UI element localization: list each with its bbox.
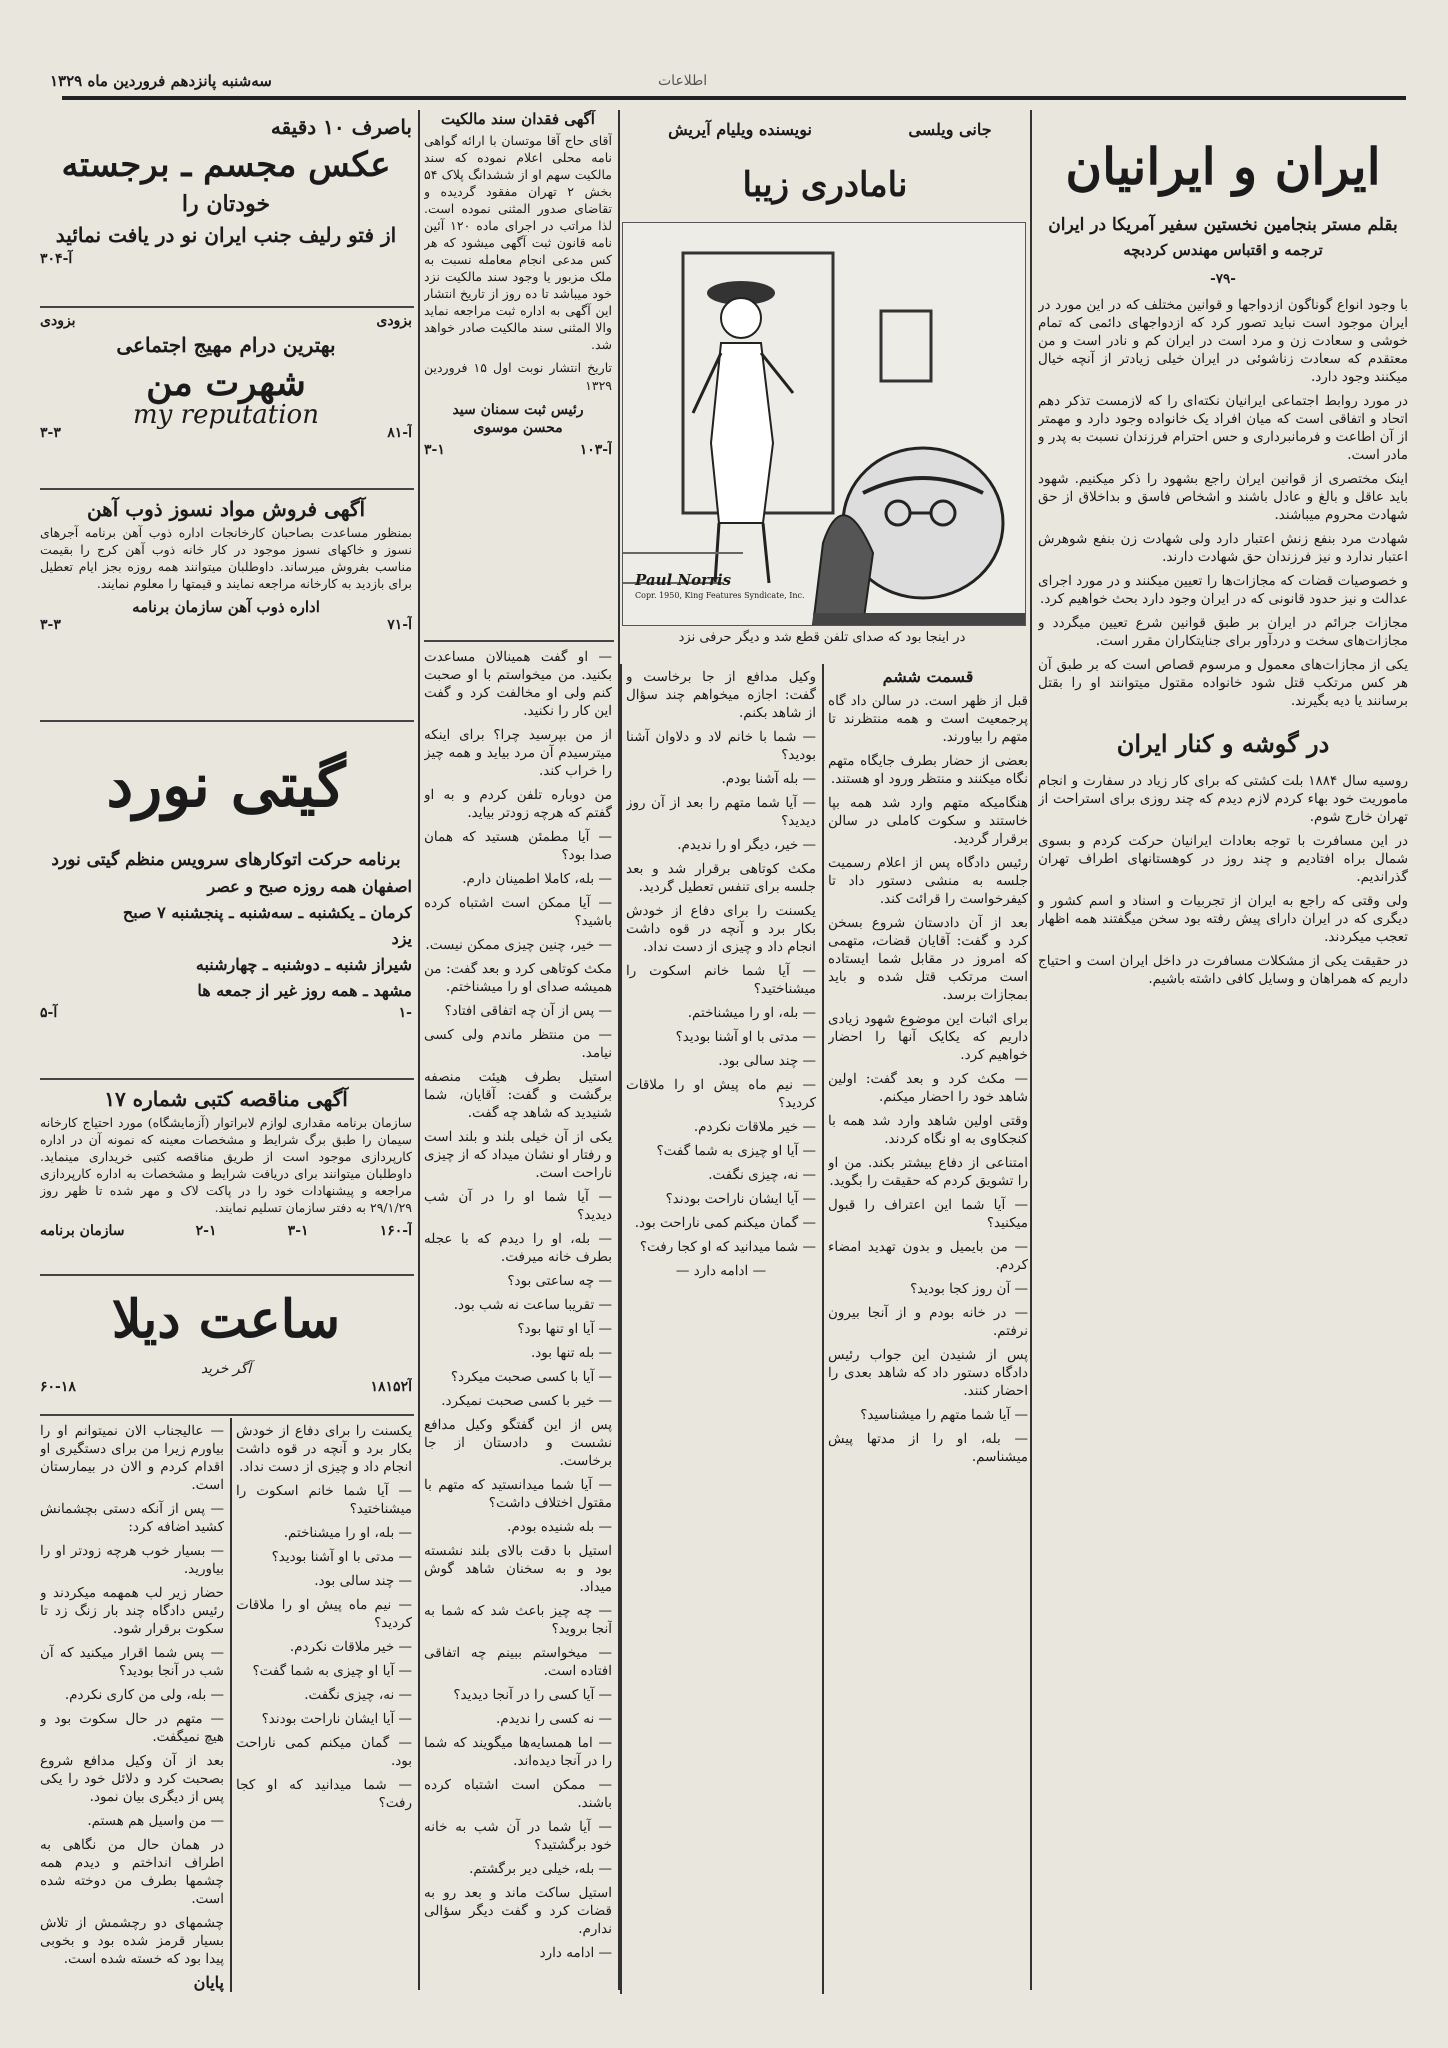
delila-ad-title: ساعت دیلا (111, 1289, 341, 1350)
story-paragraph: — آیا مطمئن هستید که همان صدا بود؟ (424, 829, 612, 863)
story-paragraph: چشمهای دو رچشمش از تلاش بسیار قرمز شده بود و بخوبی پیدا بود که خسته شده است. (40, 1915, 224, 1967)
story-paragraph: — بله، ولی من کاری نکردم. (64, 1687, 224, 1703)
page-header (38, 70, 1410, 92)
story-paragraph: — پس از آنکه دستی بچشمانش کشید اضافه کرد: (40, 1501, 224, 1535)
column-rule (418, 110, 420, 1990)
gity-ad-line: یزد (391, 929, 412, 948)
story-paragraph: — آن روز کجا بودید؟ (910, 1281, 1028, 1297)
story-continued: — ادامه دارد — (675, 1263, 767, 1279)
film-ad (40, 312, 412, 484)
story-paragraph: — مدتی با او آشنا بودید؟ (675, 1029, 816, 1045)
story-paragraph: — آیا شما در آن شب به خانه خود برگشتید؟ (424, 1819, 612, 1853)
story-paragraph: — آیا او تنها بود؟ (517, 1321, 612, 1337)
deed-ad-title: آگهی فقدان سند مالکیت (441, 110, 595, 128)
iron-ad-code: ۳-۳ (40, 617, 61, 633)
deed-ad-sign2: محسن موسوی (473, 420, 563, 436)
gity-ad-line: شیراز شنبه ـ دوشنبه ـ چهارشنبه (195, 955, 412, 974)
story-chapter: قسمت ششم (882, 668, 974, 686)
story-paragraph: یکی از آن خیلی بلند و بلند است و رفتار او نشان میداد که از چیزی ناراحت است. (424, 1129, 612, 1181)
story-column-bottom (40, 1422, 224, 1992)
story-paragraph: — چه ساعتی بود؟ (507, 1273, 612, 1289)
story-paragraph: — بله، کاملا اطمینان دارم. (462, 871, 612, 887)
deed-ad-code: ۳-۱ (424, 442, 445, 458)
story-paragraph: حضار زیر لب همهمه میکردند و رئیس دادگاه چند بار زنگ زد تا سکوت برقرار شود. (40, 1585, 224, 1637)
story-paragraph: — آیا شما میدانستید که متهم با مقتول اختلاف داشت؟ (424, 1477, 612, 1511)
iran-paragraph: در این مسافرت با توجه بعادات ایرانیان حرکت کردم و بسوی شمال براه افتادیم و چند روز در کوهستانهای اطراف تهران گذراندیم. (1038, 833, 1408, 885)
header-rule (62, 96, 1406, 100)
photo-ad-code: آ-۳۰۴ (40, 251, 73, 267)
story-paragraph: — بله تنها بود. (530, 1345, 612, 1361)
story-paragraph: — مدتی با او آشنا بودید؟ (271, 1549, 412, 1565)
story-paragraph: — بله، او را از مدتها پیش میشناسم. (828, 1431, 1028, 1465)
iran-translator: ترجمه و اقتباس مهندس کردبچه (1123, 241, 1323, 259)
story-paragraph: هنگامیکه متهم وارد شد همه بپا خاستند و سکوت کاملی در سالن برقرار گردید. (828, 795, 1028, 847)
story-paragraph: — نه، چیزی نگفت. (708, 1167, 816, 1183)
story-paragraph: از من بپرسید چرا؟ برای اینکه میترسیدم آن مرد بیاید و همه چیز را خراب کند. (424, 727, 612, 779)
story-paragraph: — پس شما اقرار میکنید که آن شب در آنجا بودید؟ (40, 1645, 224, 1679)
story-paragraph: — مکث کرد و بعد گفت: اولین شاهد خود را احضار میکنم. (828, 1071, 1028, 1105)
story-paragraph: — آیا او چیزی به شما گفت؟ (252, 1663, 412, 1679)
story-paragraph: برای اثبات این موضوع شهود زیادی داریم که یکایک آنها را احضار خواهیم کرد. (828, 1011, 1028, 1063)
section-rule (40, 1414, 414, 1416)
story-paragraph: — شما میدانید که او کجا رفت؟ (236, 1777, 412, 1811)
gity-ad-codes (40, 1004, 412, 1022)
iran-paragraph: در مورد روابط اجتماعی ایرانیان نکته‌ای را که لازمست تذکر دهم اتحاد و اتفاقی است که میان افراد یک خانواده وجود دارد و مهمتر از آن اطاعت و فرمانبرداری و حس احترام فرزندان نسبت به پدر و مادر است. (1038, 393, 1408, 463)
illustration-signature: Paul Norris (635, 571, 732, 589)
story-paragraph: بعد از آن وکیل مدافع شروع بصحبت کرد و دلائل خود را یکی پس از دیگری بیان نمود. (40, 1753, 224, 1805)
story-paragraph: قبل از ظهر است. در سالن داد گاه پرجمعیت است و همه منتظرند تا متهم را بیاورند. (828, 693, 1028, 745)
story-paragraph: بعضی از حضار بطرف جایگاه متهم نگاه میکنند و منتظر ورود او هستند. (828, 753, 1028, 787)
section-rule (40, 306, 414, 308)
story-paragraph: بعد از آن دادستان شروع بسخن کرد و گفت: آقایان قضات، متهمی که امروز در مقابل شما ایستاده است مرتکب قتل شده و باید بمجازات برسد. (828, 915, 1028, 1003)
story-paragraph: پس از این گفتگو وکیل مدافع نشست و دادستان از جا برخاست. (424, 1417, 612, 1469)
iron-ad-text: بمنظور مساعدت بصاحبان کارخانجات اداره ذوب آهن برنامه آجرهای نسوز و خاکهای نسوز موجود در کار خانه ذوب آهن کرج را بقیمت مناسب بفروش میرساند. داوطلبان میتوانند همه روزه بجز ایام تعطیل برای بازدید به کارخانه مراجعه نمایند و قیمتها را معلوم نمایند. (40, 525, 412, 591)
story-paragraph: — آیا شما خانم اسکوت را میشناختید؟ (236, 1483, 412, 1517)
iran-number: -۷۹- (1210, 271, 1236, 287)
column-rule (230, 1418, 232, 1992)
gity-ad-line: مشهد ـ همه روز غیر از جمعه ها (197, 981, 412, 1000)
tender-ad-text: سازمان برنامه مقداری لوازم لابراتوار (آزمایشگاه) مورد احتیاج کارخانه سیمان را طبق برگ شرایط و مشخصات معینه که نمونه آن در اداره کارپردازی موجود است از طریق مناقصه کتبی خریداری مینماید. داوطلبان میتوانند برای دریافت شرایط و مشخصات به اداره کارپردازی مراجعه و پیشنهادات خود را در پاکت لاک و مهر شده تا ظهر روز ۲۹/۱/۲۹ به دفتر سازمان تسلیم نمایند. (40, 1115, 412, 1215)
story-paragraph: — در خانه بودم و از آنجا بیرون نرفتم. (828, 1305, 1028, 1339)
story-paragraph: — خیر ملاقات نکردم. (693, 1119, 816, 1135)
story-paragraph: — من بایمیل و بدون تهدید امضاء کردم. (828, 1239, 1028, 1273)
story-paragraph: وقتی اولین شاهد وارد شد همه با کنجکاوی به او نگاه کردند. (828, 1113, 1028, 1147)
story-paragraph: — شما میدانید که او کجا رفت؟ (639, 1239, 816, 1255)
column-rule (620, 664, 622, 1994)
film-ad-coming-right: بزودی (376, 313, 412, 329)
iran-title: ایران و ایرانیان (1065, 137, 1381, 196)
story-paragraph: — آیا کسی را در آنجا دیدید؟ (453, 1687, 612, 1703)
story-paragraph: استیل ساکت ماند و بعد رو به قضات کرد و گفت دیگر سؤالی ندارم. (424, 1885, 612, 1937)
gity-ad-sub: برنامه حرکت اتوکارهای سرویس منظم گیتی نورد (51, 850, 401, 870)
delila-ad-code: ۱۸۱۵۲آ (370, 1379, 412, 1395)
story-column-left (626, 668, 816, 1988)
story-paragraph: — میخواستم ببینم چه اتفاقی افتاده است. (424, 1645, 612, 1679)
story-paragraph: یکسنت را برای دفاع از خودش بکار برد و آنچه در قوه داشت انجام داد و چیزی از دست نداد. (236, 1423, 412, 1475)
story-title: نامادری زیبا (742, 165, 908, 205)
header-center-mark: اطلاعات (658, 73, 708, 89)
story-paragraph: مکث کوتاهی برقرار شد و بعد جلسه برای تنفس تعطیل گردید. (626, 861, 816, 895)
story-author-label: جانی ویلسی (908, 120, 992, 139)
gity-ad-code: آ-۵ (40, 1005, 58, 1021)
tender-ad-codes (40, 1222, 412, 1240)
iron-ad-codes (40, 616, 412, 634)
story-column-bottom-2 (236, 1422, 412, 1992)
iran-article (1038, 112, 1408, 1992)
story-paragraph: — آیا ایشان ناراحت بودند؟ (261, 1711, 412, 1727)
story-paragraph: — ادامه دارد (539, 1945, 612, 1961)
story-paragraph: — آیا شما متهم را میشناسید؟ (860, 1407, 1028, 1423)
story-paragraph: — بسیار خوب هرچه زودتر او را بیاورید. (40, 1543, 224, 1577)
story-paragraph: — آیا با کسی صحبت میکرد؟ (450, 1369, 612, 1385)
iran-paragraph: در حقیقت یکی از مشکلات مسافرت در داخل ایران است و احتیاج داریم که همراهان و وسایل کافی داشته باشیم. (1038, 953, 1408, 987)
story-paragraph: — گمان میکنم کمی ناراحت بود. (236, 1735, 412, 1769)
iron-ad-sign: اداره ذوب آهن سازمان برنامه (132, 598, 320, 616)
tender-ad-code: آ-۱۶۰ (379, 1223, 412, 1239)
story-paragraph: — من واسیل هم هستم. (87, 1813, 224, 1829)
story-paragraph: — آیا شما متهم را بعد از آن روز دیدید؟ (626, 795, 816, 829)
section-rule (424, 640, 614, 642)
photo-ad-title: عکس مجسم ـ برجسته (61, 145, 391, 185)
iran-paragraph: و خصوصیات قضات که مجازات‌ها را تعیین میکنند و در مورد اجرای عدالت و نیز حدود قانونی که در ایران وجود دارد بحث خواهیم کرد. (1038, 573, 1408, 607)
story-paragraph: مکث کوتاهی کرد و بعد گفت: من همیشه صدای او را میشناختم. (424, 961, 612, 995)
deed-ad-code: آ-۱۰۳ (579, 442, 612, 458)
story-illustration (622, 222, 1026, 626)
tender-ad-code: ۲-۱ (195, 1223, 217, 1239)
story-paragraph: — نیم ماه پیش او را ملاقات کردید؟ (626, 1077, 816, 1111)
story-paragraph: — بله، او را میشناختم. (283, 1525, 412, 1541)
section-rule (40, 1078, 414, 1080)
photo-ad-top: باصرف ۱۰ دقیقه (270, 115, 412, 139)
story-paragraph: — متهم در حال سکوت بود و هیچ نمیگفت. (40, 1711, 224, 1745)
story-paragraph: — آیا شما این اعتراف را قبول میکنید؟ (828, 1197, 1028, 1231)
section-rule (40, 1274, 414, 1276)
story-paragraph: — بله آشنا بودم. (721, 771, 816, 787)
tender-ad-title: آگهی مناقصه کتبی شماره ۱۷ (104, 1087, 348, 1111)
story-paragraph: در همان حال من نگاهی به اطراف انداختم و دیدم همه چشمها بطرف من دوخته شده است. (40, 1837, 224, 1907)
story-paragraph: استیل با دقت بالای بلند نشسته بود و به سخنان شاهد گوش میداد. (424, 1543, 612, 1595)
iran-paragraph: ولی وقتی که راجع به ایران از تجربیات و اسناد و اسم کشور و دیگری که در ایران دارای پیش رفته بود سخن میگفتند همه اظهار تعجب میکردند. (1038, 893, 1408, 945)
illustration-credit: Copr. 1950, King Features Syndicate, Inc. (635, 591, 805, 600)
story-paragraph: — اما همسایه‌ها میگویند که شما را در آنجا دیده‌اند. (424, 1735, 612, 1769)
story-paragraph: — نه، چیزی نگفت. (304, 1687, 412, 1703)
section-rule (40, 720, 414, 722)
gity-ad-line: اصفهان همه روزه صبح و عصر (207, 877, 412, 896)
film-ad-code: آ-۸۱ (387, 425, 412, 441)
film-ad-code: ۳-۳ (40, 425, 61, 441)
story-paragraph: — نه کسی را ندیدم. (496, 1711, 612, 1727)
story-column-mid (424, 648, 612, 1988)
story-paragraph: — خیر با کسی صحبت نمیکرد. (441, 1393, 612, 1409)
story-column-right (828, 668, 1028, 1988)
story-paragraph: امتناعی از دفاع بیشتر بکند. من او را تشویق کردم که حقیقت را بگوید. (828, 1155, 1028, 1189)
photo-ad-address: از فتو رلیف جنب ایران نو در یافت نمائید (55, 223, 397, 247)
column-rule (1030, 110, 1032, 1990)
story-paragraph: — آیا شما او را در آن شب دیدید؟ (424, 1189, 612, 1223)
header-date: سه‌شنبه پانزدهم فروردین ماه ۱۳۲۹ (50, 72, 272, 90)
story-paragraph: — آیا ایشان ناراحت بودند؟ (665, 1191, 816, 1207)
story-paragraph: — گمان میکنم کمی ناراحت بود. (634, 1215, 816, 1231)
iran-paragraph: یکی از مجازات‌های معمول و مرسوم قصاص است که بر طبق آن هر کس مرتکب قتل شود خانواده مقتول میتوانند او را بقتل برسانند یا دیه بگیرند. (1038, 657, 1408, 709)
story-paragraph: — ممکن است اشتباه کرده باشند. (424, 1777, 612, 1811)
tender-ad-code: ۳-۱ (287, 1223, 309, 1239)
iran-paragraph: مجازات جرائم در ایران بر طبق قوانین شرع تعیین میگردد و مجازات‌های سخت و دردآور برای جنایتکاران مقرر است. (1038, 615, 1408, 649)
story-paragraph: — بله، او را دیدم که با عجله بطرف خانه میرفت. (424, 1231, 612, 1265)
story-paragraph: — خیر، چنین چیزی ممکن نیست. (425, 937, 612, 953)
story-paragraph: — بله شنیده بودم. (507, 1519, 612, 1535)
story-paragraph: — شما با خانم لاد و دلاوان آشنا بودید؟ (626, 729, 816, 763)
story-writer: نویسنده ویلیام آیریش (668, 120, 812, 139)
photo-ad (40, 112, 412, 312)
deed-ad-date: تاریخ انتشار نوبت اول ۱۵ فروردین ۱۳۲۹ (424, 360, 612, 393)
story-paragraph: — تقریبا ساعت نه شب بود. (453, 1297, 612, 1313)
delila-ad (40, 1280, 412, 1414)
story-end: پایان (193, 1973, 224, 1992)
story-paragraph: — بله، خیلی دیر برگشتم. (469, 1861, 612, 1877)
deed-ad (424, 110, 612, 640)
story-paragraph: استیل بطرف هیئت منصفه برگشت و گفت: آقایان، شما شنیدید که شاهد چه گفت. (424, 1069, 612, 1121)
story-paragraph: پس از شنیدن این جواب رئیس دادگاه دستور داد که شاهد بعدی را احضار کنند. (828, 1347, 1028, 1399)
iran-subhead: در گوشه و کنار ایران (1116, 729, 1330, 758)
iron-ad (40, 494, 412, 714)
gity-ad-line: کرمان ـ یکشنبه ـ سه‌شنبه ـ پنجشنبه ۷ صبح (122, 903, 412, 922)
iran-paragraph: روسیه سال ۱۸۸۴ بلت کشتی که برای کار زیاد در سفارت و انجام ماموریت خود بهاء کردم لازم دیدم که چند روزی برای استراحت از تهران خارج شوم. (1038, 773, 1408, 825)
film-ad-title: شهرت من (146, 362, 306, 404)
illustration-caption: در اینجا بود که صدای تلفن قطع شد و دیگر حرفی نزد (678, 630, 966, 645)
iron-ad-title: آگهی فروش مواد نسوز ذوب آهن (86, 497, 366, 521)
story-paragraph: — او گفت همینالان مساعدت بکنید. من میخواستم با او صحبت کنم ولی او مخالفت کرد و گفت این کار را نکنید. (424, 649, 612, 719)
story-paragraph: — آیا شما خانم اسکوت را میشناختید؟ (626, 963, 816, 997)
story-paragraph: — چند سالی بود. (718, 1053, 816, 1069)
story-paragraph: — من منتظر ماندم ولی کسی نیامد. (424, 1027, 612, 1061)
tender-ad-sign: سازمان برنامه (40, 1223, 125, 1239)
story-paragraph: — چند سالی بود. (314, 1573, 412, 1589)
deed-ad-sign1: رئیس ثبت سمنان سید (452, 402, 584, 418)
gity-ad-title: گیتی نورد (106, 751, 346, 821)
delila-ad-codes (40, 1378, 412, 1396)
story-paragraph: — نیم ماه پیش او را ملاقات کردید؟ (236, 1597, 412, 1631)
story-paragraph: — خیر، دیگر او را ندیدم. (677, 837, 816, 853)
film-ad-coming-left: بزودی (40, 313, 76, 329)
delila-ad-code: ۶۰-۱۸ (40, 1379, 76, 1395)
gity-ad-code: ۱- (398, 1005, 412, 1021)
column-rule (822, 664, 824, 1994)
story-paragraph: — آیا ممکن است اشتباه کرده باشید؟ (424, 895, 612, 929)
film-ad-sub: بهترین درام مهیج اجتماعی (116, 333, 336, 357)
illustration-drawing (623, 223, 1025, 625)
iran-paragraph: اینک مختصری از قوانین ایران راجع بشهود را ذکر میکنیم. شهود باید عاقل و بالغ و عادل باشند و اشخاص فاسق و بداخلاق از حق شهادت محروم میباشند. (1038, 471, 1408, 523)
section-rule (40, 488, 414, 490)
deed-ad-text: آقای حاج آقا موتسان با ارائه گواهی نامه محلی اعلام نموده که سند مالکیت سهم او از ششدانگ پلاک ۵۴ بخش ۲ تهران مفقود گردیده و تقاضای صدور المثنی نموده است. لذا مراتب در اجرای ماده ۱۲۰ آئین نامه قانون ثبت آگهی میشود که هر کس مدعی انجام معامله نسبت به ملک مزبور یا وجود سند مالکیت نزد خود میباشد تا ده روز از تاریخ انتشار این آگهی به اداره ثبت مراجعه نماید والا المثنی سند مالکیت صادر خواهد شد. (424, 133, 612, 352)
iron-ad-code: آ-۷۱ (387, 617, 412, 633)
story-paragraph: وکیل مدافع از جا برخاست و گفت: اجازه میخواهم چند سؤال از شاهد بکنم. (626, 669, 816, 721)
story-paragraph: — آیا او چیزی به شما گفت؟ (656, 1143, 816, 1159)
iran-paragraph: با وجود انواع گوناگون ازدواجها و قوانین مختلف که در این مورد در ایران موجود است نباید تصور کرد که ازدواجهای دائمی که تمام خوشی و سعادت زن و مرد است در ایران کم و نادر است و من معتقدم که سعادت زناشوئی در ایران خیلی زیادتر از آنچه خیال میکنند وجود دارد. (1038, 297, 1408, 385)
deed-ad-codes (424, 441, 612, 459)
story-paragraph: — چه چیز باعث شد که شما به آنجا بروید؟ (424, 1603, 612, 1637)
film-ad-english: my reputation (133, 400, 319, 430)
film-ad-coming (40, 312, 412, 330)
story-paragraph: — بله، او را میشناختم. (687, 1005, 816, 1021)
story-paragraph: — خیر ملاقات نکردم. (289, 1639, 412, 1655)
photo-ad-sub: خودتان را (181, 191, 271, 217)
tender-ad (40, 1084, 412, 1270)
delila-ad-sub: آگر خرید (200, 1361, 252, 1377)
iran-byline: بقلم مستر بنجامین نخستین سفیر آمریکا در ایران (1048, 215, 1398, 235)
story-paragraph: یکسنت را برای دفاع از خودش بکار برد و آنچه در قوه داشت انجام داد و چیزی از دست نداد. (626, 903, 816, 955)
iran-paragraph: شهادت مرد بنفع زنش اعتبار دارد ولی شهادت زن بنفع شوهرش اعتبار ندارد و نیز فرزندان حق شهادت دارند. (1038, 531, 1408, 565)
story-paragraph: من دوباره تلفن کردم و به او گفتم که هرچه زودتر بیاید. (424, 787, 612, 821)
story-paragraph: رئیس دادگاه پس از اعلام رسمیت جلسه به منشی دستور داد تا کیفرخواست را قرائت کند. (828, 855, 1028, 907)
gity-ad (40, 726, 412, 1074)
story-paragraph: — عالیجناب الان نمیتوانم او را بیاورم زیرا من برای دستگیری او اقدام کردم و الان در بیمارستان است. (40, 1423, 224, 1493)
story-paragraph: — پس از آن چه اتفاقی افتاد؟ (444, 1003, 612, 1019)
